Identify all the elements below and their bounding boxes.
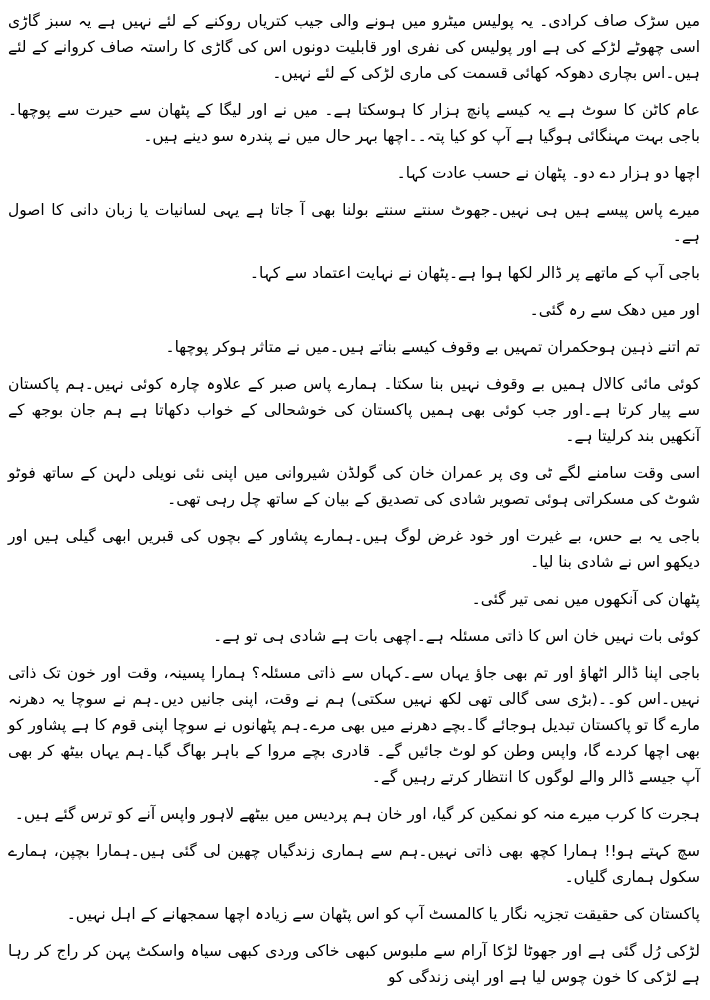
- paragraph-10: باجی یہ بے حس، بے غیرت اور خود غرض لوگ ہیں۔ہمارے پشاور کے بچوں کی قبریں ابھی گیلی ہیں اور دیکھو اس نے شادی بنا لیا۔: [8, 527, 700, 571]
- paragraph-3: اچھا دو ہزار دے دو۔ پٹھان نے حسب عادت کہا۔: [396, 164, 700, 182]
- paragraph-15: سچ کہتے ہو!! ہمارا کچھ بھی ذاتی نہیں۔ہم سے ہماری زندگیاں چھین لی گئی ہیں۔ہمارا بچپن، ہمارے سکول ہماری گلیاں۔: [8, 842, 700, 886]
- paragraph-9: اسی وقت سامنے لگے ٹی وی پر عمران خان کی گولڈن شیروانی میں اپنی نئی نویلی دلہن کے ساتھ فوٹو شوٹ کی مسکراتی ہوئی تصویر شادی کی تصدیق کے بیان کے ساتھ چل رہی تھی۔: [8, 464, 700, 508]
- paragraph-16: پاکستان کی حقیقت تجزیہ نگار یا کالمسٹ آپ کو اس پٹھان سے زیادہ اچھا سمجھانے کے اہل نہیں۔: [66, 905, 700, 923]
- paragraph-6: اور میں دھک سے رہ گئی۔: [529, 301, 700, 319]
- paragraph-5: باجی آپ کے ماتھے پر ڈالر لکھا ہوا ہے۔پٹھان نے نہایت اعتماد سے کہا۔: [249, 264, 700, 282]
- paragraph-14: ہجرت کا کرب میرے منہ کو نمکین کر گیا، اور خان ہم پردیس میں بیٹھے لاہور واپس آنے کو ترس گئے ہیں۔: [14, 805, 700, 823]
- paragraph-2: عام کاٹن کا سوٹ ہے یہ کیسے پانچ ہزار کا ہوسکتا ہے۔ میں نے اور لیگا کے پٹھان سے حیرت سے پوچھا۔باجی بہت مہنگائی ہوگیا ہے آپ کو کیا پتہ۔۔اچھا بہر حال میں نے پندرہ سو دینے ہیں۔: [8, 101, 700, 145]
- paragraph-12: کوئی بات نہیں خان اس کا ذاتی مسئلہ ہے۔اچھی بات ہے شادی ہی تو ہے۔: [213, 627, 700, 645]
- paragraph-8: کوئی مائی کالال ہمیں بے وقوف نہیں بنا سکتا۔ ہمارے پاس صبر کے علاوہ چارہ کوئی نہیں۔ہم پاکستان سے پیار کرتا ہے۔اور جب کوئی بھی ہمیں پاکستان کی خوشحالی کے خواب دکھاتا ہے ہم جان بوجھ کے آنکھیں بند کرلیتا ہے۔: [8, 375, 700, 445]
- paragraph-4: میرے پاس پیسے ہیں ہی نہیں۔جھوٹ سنتے سنتے بولنا بھی آ جاتا ہے یہی لسانیات یا زبان دانی کا اصول ہے۔: [8, 201, 700, 245]
- paragraph-11: پٹھان کی آنکھوں میں نمی تیر گئی۔: [471, 590, 700, 608]
- paragraph-17: لڑکی رُل گئی ہے اور جھوٹا لڑکا آرام سے ملبوس کبھی خاکی وردی کبھی سیاہ واسکٹ پہن کر راج کر رہا ہے لڑکی کا خون چوس لیا ہے اور اپنی زندگی کو: [8, 942, 700, 986]
- paragraph-1: میں سڑک صاف کرادی۔ یہ پولیس میٹرو میں ہونے والی جیب کتریاں روکنے کے لئے نہیں ہے یہ سبز گاڑی اسی چھوٹے لڑکے کی ہے اور پولیس کی نفری اور قابلیت دونوں اس کی گاڑی کا راستہ صاف کروانے کے لئے ہیں۔اس بچاری دھوکہ کھائی قسمت کی ماری لڑکی کے لئے نہیں۔: [8, 12, 700, 82]
- paragraph-7: تم اتنے ذہین ہوحکمران تمہیں بے وقوف کیسے بناتے ہیں۔میں نے متاثر ہوکر پوچھا۔: [165, 338, 700, 356]
- paragraph-13: باجی اپنا ڈالر اٹھاؤ اور تم بھی جاؤ یہاں سے۔کہاں سے ذاتی مسئلہ؟ ہمارا پسینہ، وقت اور خون تک ذاتی نہیں۔اس کو۔۔(بڑی سی گالی تھی لکھ نہیں سکتی) ہم نے وقت، اپنی جانیں دیں۔ہم نے سوچا یہ دھرنہ مارے گا تو پاکستان تبدیل ہوجائے گا۔بچے دھرنے میں بھی مرے۔ہم پٹھانوں نے سوچا اپنی قوم کا ہے پشاور کو بھی اچھا کردے گا، واپس وطن کو لوٹ جائیں گے۔ قادری بچے مروا کے باہر بھاگ گیا۔ہم یہاں بیٹھ کر بھی آپ جیسے ڈالر والے لوگوں کا انتظار کرتے رہیں گے۔: [8, 664, 700, 786]
